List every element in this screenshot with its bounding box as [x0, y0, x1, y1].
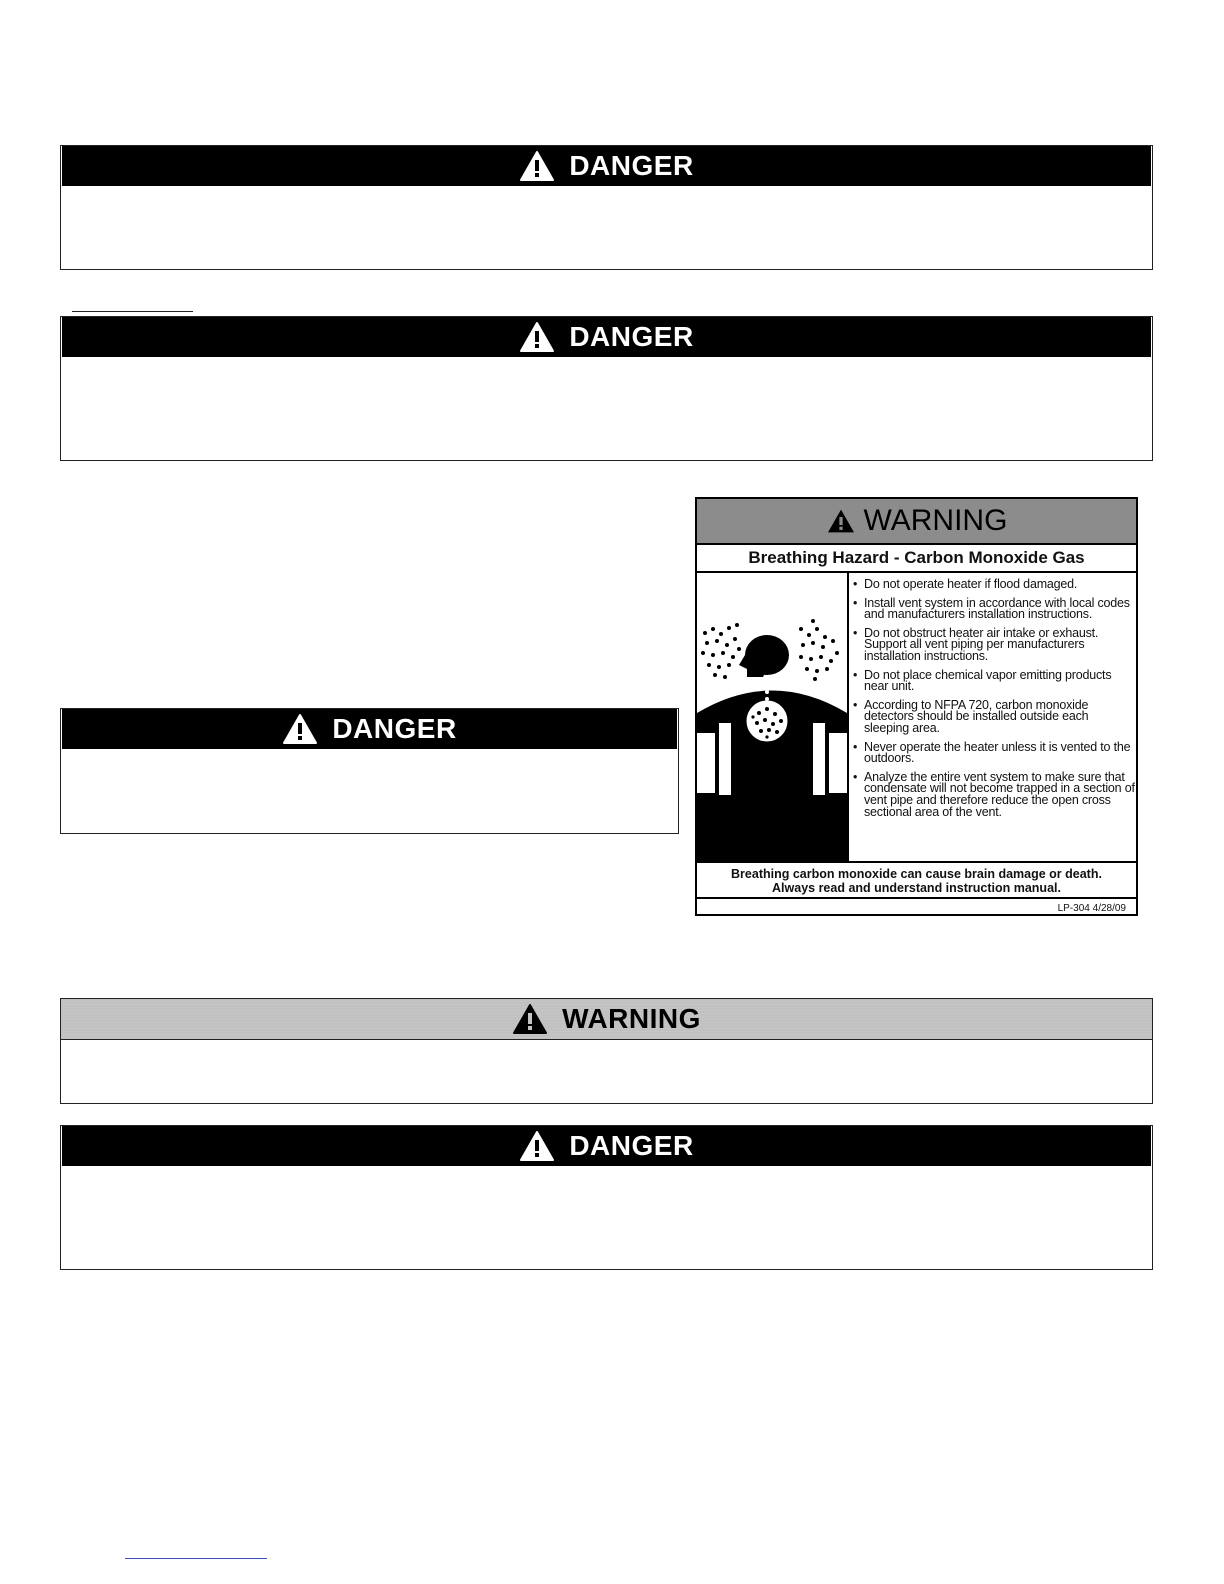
danger-banner [62, 146, 1151, 186]
danger-notice-1 [60, 145, 1153, 270]
label-footer-line-2: Always read and understand instruction manual. [772, 881, 1061, 895]
label-bullet: • Do not place chemical vapor emitting products near unit. [853, 670, 1135, 693]
warning-notice-1 [60, 998, 1153, 1104]
label-bullet: • Do not operate heater if flood damaged. [853, 579, 1135, 591]
breathing-hazard-pictogram [697, 573, 849, 861]
warning-triangle-icon [826, 508, 856, 534]
danger-heading: DANGER [569, 150, 694, 181]
warning-triangle-icon [519, 1130, 555, 1162]
label-bullet: • Never operate the heater unless it is vented to the outdoors. [853, 742, 1135, 765]
warning-heading: WARNING [562, 1003, 701, 1034]
danger-banner [62, 317, 1151, 357]
label-heading: WARNING [863, 504, 1008, 537]
label-bullet: • According to NFPA 720, carbon monoxide detectors should be installed outside each sleeping area. [853, 700, 1135, 735]
label-bullet-list [853, 579, 1135, 825]
danger-heading: DANGER [569, 321, 694, 352]
person-inhaling-gas-icon [697, 573, 847, 861]
danger-banner [62, 709, 677, 749]
link-underline-rule [125, 1558, 267, 1559]
label-bullet: • Install vent system in accordance with local codes and manufacturers installation instructions. [853, 598, 1135, 621]
label-body [697, 573, 1136, 863]
danger-notice-3 [60, 708, 679, 834]
carbon-monoxide-warning-label [695, 497, 1138, 916]
label-footer-line-1: Breathing carbon monoxide can cause brain damage or death. [731, 867, 1102, 881]
danger-heading: DANGER [332, 713, 457, 744]
warning-triangle-icon [519, 150, 555, 182]
label-warning-header [697, 499, 1136, 545]
label-subheading: Breathing Hazard - Carbon Monoxide Gas [697, 545, 1136, 573]
label-bullet: • Do not obstruct heater air intake or exhaust. Support all vent piping per manufacturers installation instructions. [853, 628, 1135, 663]
label-code: LP-304 4/28/09 [1057, 903, 1126, 914]
danger-notice-2 [60, 316, 1153, 461]
warning-triangle-icon [282, 713, 318, 745]
warning-triangle-icon [519, 321, 555, 353]
danger-notice-4 [60, 1125, 1153, 1270]
label-footer [697, 863, 1136, 899]
danger-banner [62, 1126, 1151, 1166]
warning-triangle-icon [512, 1003, 548, 1035]
danger-heading: DANGER [569, 1130, 694, 1161]
warning-banner [61, 999, 1152, 1040]
underline-rule [72, 311, 193, 312]
label-bullet: • Analyze the entire vent system to make sure that condensate will not become trapped in a section of vent pipe and therefore reduce the open cross sectional area of the vent. [853, 772, 1135, 818]
